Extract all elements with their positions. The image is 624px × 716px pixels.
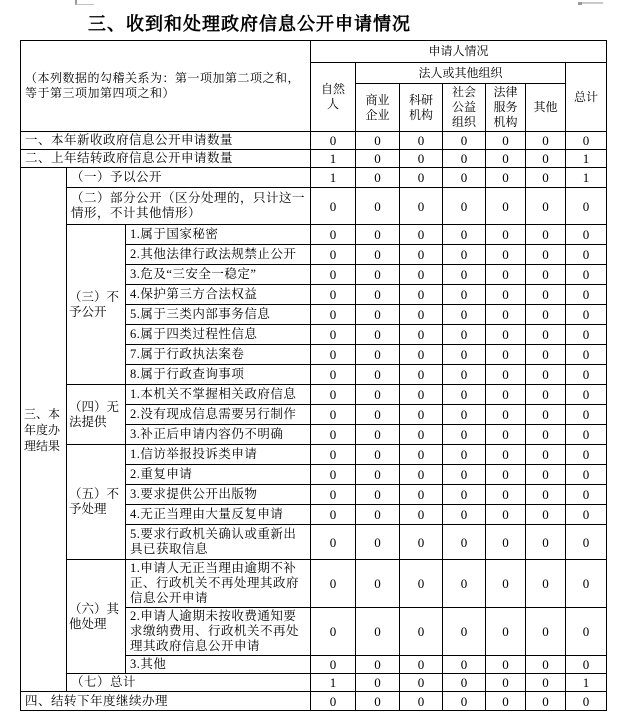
value-cell: 0 bbox=[443, 692, 486, 711]
value-cell: 0 bbox=[526, 425, 566, 445]
value-cell: 0 bbox=[356, 265, 400, 285]
table-row bbox=[21, 132, 607, 150]
value-cell: 0 bbox=[311, 285, 356, 305]
value-cell: 0 bbox=[311, 265, 356, 285]
row-label: （七）总计 bbox=[67, 674, 311, 692]
value-cell: 0 bbox=[356, 188, 400, 225]
value-cell: 0 bbox=[566, 525, 607, 560]
value-cell: 0 bbox=[526, 560, 566, 608]
value-cell: 0 bbox=[486, 325, 526, 345]
value-cell: 0 bbox=[311, 445, 356, 465]
value-cell: 0 bbox=[400, 656, 443, 674]
value-cell: 0 bbox=[400, 525, 443, 560]
value-cell: 0 bbox=[356, 656, 400, 674]
value-cell: 0 bbox=[443, 560, 486, 608]
col-header-commercial: 商业企业 bbox=[356, 84, 400, 132]
value-cell: 0 bbox=[566, 265, 607, 285]
value-cell: 0 bbox=[526, 608, 566, 656]
value-cell: 0 bbox=[311, 188, 356, 225]
value-cell: 0 bbox=[443, 445, 486, 465]
value-cell: 0 bbox=[486, 505, 526, 525]
table-row bbox=[21, 560, 607, 608]
value-cell: 0 bbox=[443, 485, 486, 505]
row-label: 4.保护第三方合法权益 bbox=[126, 285, 311, 305]
stub-note: （本列数据的勾稽关系为：第一项加第二项之和，等于第三项加第四项之和） bbox=[21, 41, 311, 132]
row-label: （二）部分公开（区分处理的，只计这一情形，不计其他情形） bbox=[67, 188, 311, 225]
value-cell: 0 bbox=[443, 674, 486, 692]
value-cell: 0 bbox=[400, 445, 443, 465]
col-header-legal-service: 法律服务机构 bbox=[486, 84, 526, 132]
value-cell: 0 bbox=[311, 525, 356, 560]
row-label: 3.要求提供公开出版物 bbox=[126, 485, 311, 505]
value-cell: 0 bbox=[486, 188, 526, 225]
value-cell: 0 bbox=[400, 168, 443, 188]
group-label-refused: （三）不予公开 bbox=[67, 225, 126, 385]
value-cell: 0 bbox=[356, 385, 400, 405]
value-cell: 1 bbox=[311, 150, 356, 168]
value-cell: 0 bbox=[356, 505, 400, 525]
value-cell: 0 bbox=[400, 305, 443, 325]
value-cell: 0 bbox=[400, 285, 443, 305]
value-cell: 0 bbox=[443, 385, 486, 405]
value-cell: 0 bbox=[443, 365, 486, 385]
value-cell: 0 bbox=[486, 465, 526, 485]
value-cell: 0 bbox=[566, 305, 607, 325]
value-cell: 0 bbox=[443, 225, 486, 245]
value-cell: 0 bbox=[566, 385, 607, 405]
value-cell: 0 bbox=[443, 150, 486, 168]
value-cell: 0 bbox=[486, 425, 526, 445]
value-cell: 0 bbox=[526, 525, 566, 560]
value-cell: 0 bbox=[566, 225, 607, 245]
row-label: 3.补正后申请内容仍不明确 bbox=[126, 425, 311, 445]
row-label: 5.要求行政机关确认或重新出具已获取信息 bbox=[126, 525, 311, 560]
value-cell: 0 bbox=[566, 405, 607, 425]
value-cell: 0 bbox=[311, 305, 356, 325]
value-cell: 0 bbox=[566, 188, 607, 225]
value-cell: 0 bbox=[400, 425, 443, 445]
value-cell: 0 bbox=[566, 465, 607, 485]
value-cell: 0 bbox=[356, 150, 400, 168]
value-cell: 0 bbox=[526, 505, 566, 525]
table-row bbox=[21, 150, 607, 168]
value-cell: 0 bbox=[566, 285, 607, 305]
value-cell: 0 bbox=[486, 245, 526, 265]
value-cell: 0 bbox=[566, 656, 607, 674]
col-header-applicant-group: 申请人情况 bbox=[311, 41, 607, 63]
value-cell: 0 bbox=[566, 608, 607, 656]
value-cell: 0 bbox=[311, 608, 356, 656]
value-cell: 0 bbox=[356, 485, 400, 505]
value-cell: 0 bbox=[400, 608, 443, 656]
table-row bbox=[21, 445, 607, 465]
value-cell: 0 bbox=[443, 465, 486, 485]
value-cell: 0 bbox=[526, 132, 566, 150]
value-cell: 0 bbox=[566, 505, 607, 525]
value-cell: 0 bbox=[486, 150, 526, 168]
value-cell: 0 bbox=[356, 692, 400, 711]
value-cell: 0 bbox=[486, 385, 526, 405]
value-cell: 0 bbox=[566, 345, 607, 365]
col-header-research: 科研机构 bbox=[400, 84, 443, 132]
value-cell: 0 bbox=[400, 245, 443, 265]
value-cell: 0 bbox=[311, 385, 356, 405]
value-cell: 0 bbox=[526, 325, 566, 345]
value-cell: 0 bbox=[443, 132, 486, 150]
value-cell: 0 bbox=[311, 405, 356, 425]
page-title: 三、收到和处理政府信息公开申请情况 bbox=[88, 14, 411, 34]
value-cell: 0 bbox=[486, 168, 526, 188]
value-cell: 0 bbox=[526, 150, 566, 168]
value-cell: 0 bbox=[443, 265, 486, 285]
value-cell: 0 bbox=[400, 345, 443, 365]
value-cell: 0 bbox=[356, 445, 400, 465]
row-label: 四、结转下年度继续办理 bbox=[21, 692, 311, 711]
row-label: 1.信访举报投诉类申请 bbox=[126, 445, 311, 465]
value-cell: 0 bbox=[566, 325, 607, 345]
value-cell: 0 bbox=[486, 525, 526, 560]
value-cell: 0 bbox=[356, 285, 400, 305]
value-cell: 0 bbox=[486, 265, 526, 285]
value-cell: 0 bbox=[311, 692, 356, 711]
value-cell: 0 bbox=[311, 132, 356, 150]
value-cell: 0 bbox=[400, 188, 443, 225]
col-header-total: 总计 bbox=[566, 63, 607, 132]
group-label-unable: （四）无法提供 bbox=[67, 385, 126, 445]
row-label: 1.属于国家秘密 bbox=[126, 225, 311, 245]
value-cell: 0 bbox=[400, 132, 443, 150]
value-cell: 0 bbox=[311, 425, 356, 445]
value-cell: 0 bbox=[443, 505, 486, 525]
value-cell: 0 bbox=[486, 656, 526, 674]
value-cell: 0 bbox=[311, 656, 356, 674]
value-cell: 0 bbox=[566, 425, 607, 445]
page-border-fragment-right bbox=[582, 2, 603, 4]
value-cell: 0 bbox=[526, 225, 566, 245]
row-label: 4.无正当理由大量反复申请 bbox=[126, 505, 311, 525]
value-cell: 0 bbox=[356, 560, 400, 608]
value-cell: 0 bbox=[526, 168, 566, 188]
value-cell: 1 bbox=[566, 168, 607, 188]
value-cell: 0 bbox=[443, 405, 486, 425]
value-cell: 0 bbox=[526, 365, 566, 385]
row-label: 5.属于三类内部事务信息 bbox=[126, 305, 311, 325]
value-cell: 0 bbox=[443, 245, 486, 265]
value-cell: 0 bbox=[311, 345, 356, 365]
value-cell: 0 bbox=[311, 560, 356, 608]
value-cell: 0 bbox=[526, 485, 566, 505]
group-label-not-processed: （五）不予处理 bbox=[67, 445, 126, 560]
row-label: 7.属于行政执法案卷 bbox=[126, 345, 311, 365]
row-label: 3.危及“三安全一稳定” bbox=[126, 265, 311, 285]
value-cell: 0 bbox=[486, 405, 526, 425]
table-row bbox=[21, 188, 607, 225]
value-cell: 0 bbox=[356, 168, 400, 188]
value-cell: 0 bbox=[356, 405, 400, 425]
value-cell: 0 bbox=[356, 365, 400, 385]
value-cell: 0 bbox=[526, 692, 566, 711]
value-cell: 0 bbox=[400, 325, 443, 345]
table-row bbox=[21, 385, 607, 405]
value-cell: 0 bbox=[443, 345, 486, 365]
section-label-results: 三、本年度办理结果 bbox=[21, 168, 67, 692]
value-cell: 0 bbox=[356, 345, 400, 365]
value-cell: 0 bbox=[311, 465, 356, 485]
col-header-public-welfare: 社会公益组织 bbox=[443, 84, 486, 132]
value-cell: 0 bbox=[443, 188, 486, 225]
value-cell: 1 bbox=[566, 674, 607, 692]
value-cell: 0 bbox=[443, 608, 486, 656]
table-row bbox=[21, 692, 607, 711]
value-cell: 0 bbox=[356, 525, 400, 560]
value-cell: 0 bbox=[443, 325, 486, 345]
row-label: （一）予以公开 bbox=[67, 168, 311, 188]
value-cell: 0 bbox=[311, 485, 356, 505]
value-cell: 0 bbox=[566, 365, 607, 385]
value-cell: 0 bbox=[311, 505, 356, 525]
group-label-other-handling: （六）其他处理 bbox=[67, 560, 126, 674]
value-cell: 0 bbox=[356, 132, 400, 150]
value-cell: 0 bbox=[526, 674, 566, 692]
value-cell: 0 bbox=[400, 674, 443, 692]
row-label: 一、本年新收政府信息公开申请数量 bbox=[21, 132, 311, 150]
value-cell: 0 bbox=[486, 365, 526, 385]
value-cell: 0 bbox=[486, 225, 526, 245]
page-border-fragment-left bbox=[75, 0, 94, 5]
value-cell: 0 bbox=[443, 168, 486, 188]
value-cell: 1 bbox=[311, 674, 356, 692]
col-header-other-org: 其他 bbox=[526, 84, 566, 132]
value-cell: 0 bbox=[356, 305, 400, 325]
info-disclosure-table bbox=[20, 40, 607, 711]
value-cell: 0 bbox=[486, 560, 526, 608]
value-cell: 0 bbox=[400, 505, 443, 525]
value-cell: 0 bbox=[526, 405, 566, 425]
value-cell: 0 bbox=[526, 188, 566, 225]
value-cell: 0 bbox=[400, 265, 443, 285]
table-row bbox=[21, 168, 607, 188]
value-cell: 0 bbox=[356, 245, 400, 265]
row-label: 6.属于四类过程性信息 bbox=[126, 325, 311, 345]
value-cell: 0 bbox=[443, 285, 486, 305]
value-cell: 1 bbox=[311, 168, 356, 188]
row-label: 3.其他 bbox=[126, 656, 311, 674]
value-cell: 0 bbox=[526, 465, 566, 485]
row-label: 2.没有现成信息需要另行制作 bbox=[126, 405, 311, 425]
value-cell: 0 bbox=[400, 405, 443, 425]
value-cell: 0 bbox=[526, 656, 566, 674]
value-cell: 0 bbox=[486, 345, 526, 365]
value-cell: 0 bbox=[356, 425, 400, 445]
value-cell: 0 bbox=[311, 365, 356, 385]
col-header-natural-person: 自然人 bbox=[311, 63, 356, 132]
value-cell: 0 bbox=[526, 445, 566, 465]
value-cell: 0 bbox=[526, 305, 566, 325]
row-label: 2.其他法律行政法规禁止公开 bbox=[126, 245, 311, 265]
value-cell: 0 bbox=[400, 692, 443, 711]
value-cell: 0 bbox=[486, 485, 526, 505]
value-cell: 0 bbox=[443, 425, 486, 445]
value-cell: 0 bbox=[311, 325, 356, 345]
table-row bbox=[21, 225, 607, 245]
value-cell: 0 bbox=[526, 285, 566, 305]
value-cell: 0 bbox=[486, 445, 526, 465]
value-cell: 0 bbox=[356, 608, 400, 656]
value-cell: 0 bbox=[356, 465, 400, 485]
value-cell: 0 bbox=[486, 608, 526, 656]
table-row bbox=[21, 674, 607, 692]
row-label: 2.重复申请 bbox=[126, 465, 311, 485]
value-cell: 0 bbox=[400, 365, 443, 385]
value-cell: 0 bbox=[311, 225, 356, 245]
value-cell: 0 bbox=[566, 485, 607, 505]
value-cell: 0 bbox=[566, 560, 607, 608]
value-cell: 0 bbox=[443, 525, 486, 560]
row-label: 2.申请人逾期未按收费通知要求缴纳费用、行政机关不再处理其政府信息公开申请 bbox=[126, 608, 311, 656]
row-label: 8.属于行政查询事项 bbox=[126, 365, 311, 385]
value-cell: 0 bbox=[400, 385, 443, 405]
value-cell: 0 bbox=[356, 325, 400, 345]
value-cell: 0 bbox=[311, 245, 356, 265]
value-cell: 0 bbox=[526, 345, 566, 365]
row-label: 1.本机关不掌握相关政府信息 bbox=[126, 385, 311, 405]
value-cell: 0 bbox=[526, 385, 566, 405]
value-cell: 0 bbox=[356, 225, 400, 245]
value-cell: 0 bbox=[566, 692, 607, 711]
value-cell: 0 bbox=[526, 265, 566, 285]
value-cell: 0 bbox=[400, 465, 443, 485]
value-cell: 0 bbox=[356, 674, 400, 692]
value-cell: 0 bbox=[486, 674, 526, 692]
value-cell: 0 bbox=[566, 445, 607, 465]
value-cell: 0 bbox=[486, 285, 526, 305]
value-cell: 0 bbox=[400, 560, 443, 608]
value-cell: 0 bbox=[443, 305, 486, 325]
value-cell: 0 bbox=[486, 692, 526, 711]
value-cell: 0 bbox=[400, 225, 443, 245]
value-cell: 0 bbox=[486, 305, 526, 325]
header-row-1 bbox=[21, 41, 607, 63]
row-label: 1.申请人无正当理由逾期不补正、行政机关不再处理其政府信息公开申请 bbox=[126, 560, 311, 608]
value-cell: 0 bbox=[566, 132, 607, 150]
value-cell: 0 bbox=[400, 150, 443, 168]
value-cell: 0 bbox=[526, 245, 566, 265]
value-cell: 0 bbox=[566, 245, 607, 265]
value-cell: 0 bbox=[443, 656, 486, 674]
col-header-legal-or-other: 法人或其他组织 bbox=[356, 63, 566, 84]
row-label: 二、上年结转政府信息公开申请数量 bbox=[21, 150, 311, 168]
value-cell: 0 bbox=[486, 132, 526, 150]
value-cell: 0 bbox=[400, 485, 443, 505]
value-cell: 1 bbox=[566, 150, 607, 168]
